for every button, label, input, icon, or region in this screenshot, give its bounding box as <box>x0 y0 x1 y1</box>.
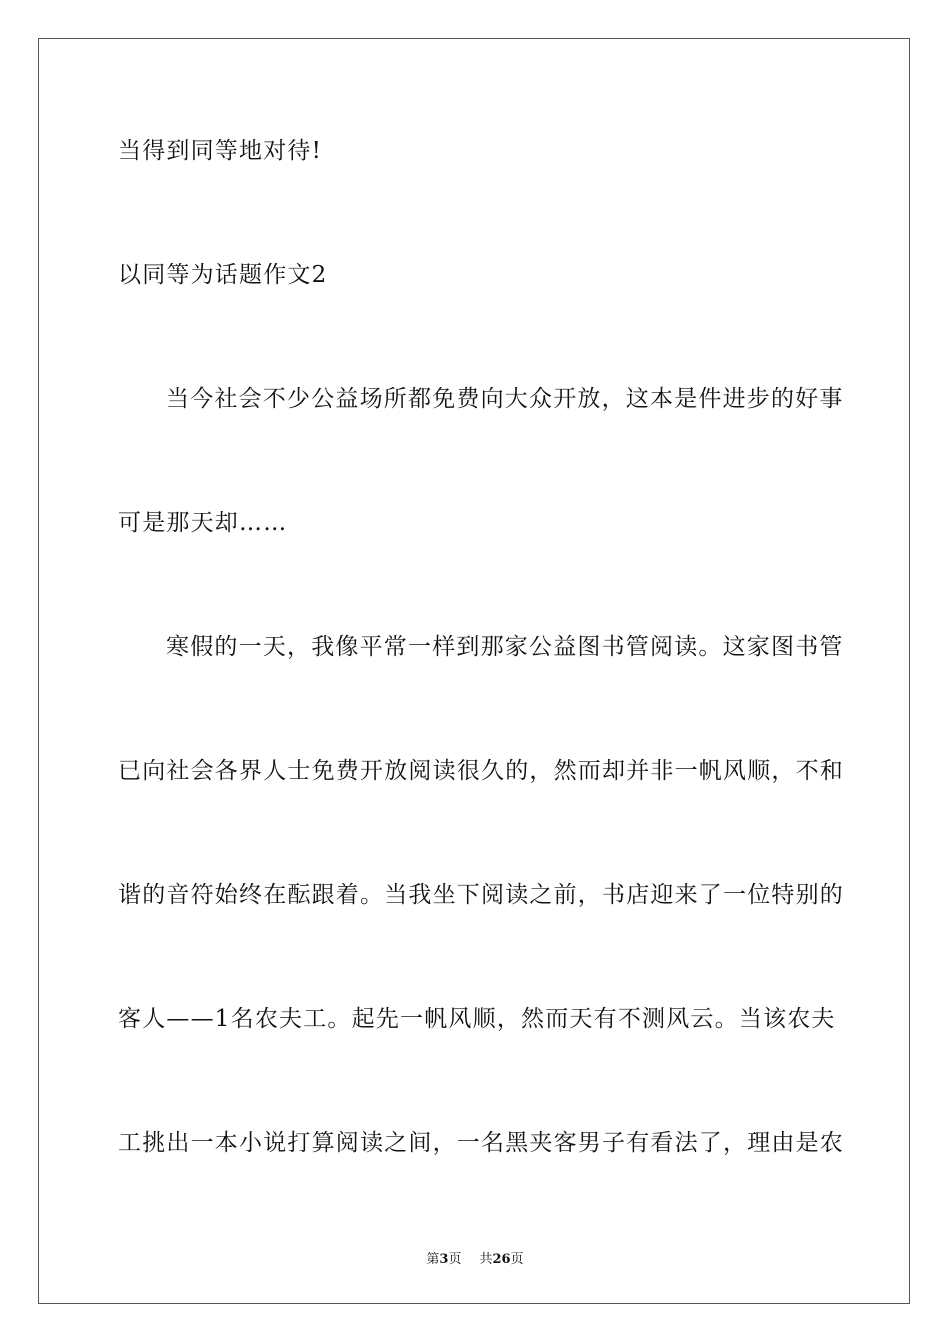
page-footer <box>0 1248 950 1267</box>
page-border <box>38 38 910 1304</box>
page-suffix: 页 <box>448 1252 462 1267</box>
text-line-9: 工挑出一本小说打算阅读之间，一名黑夹客男子有看法了，理由是农 <box>118 1130 844 1156</box>
text-line-7: 谐的音符始终在酝跟着。当我坐下阅读之前，书店迎来了一位特别的 <box>118 882 844 908</box>
text-line-6: 已向社会各界人士免费开放阅读很久的，然而却并非一帆风顺，不和 <box>118 758 844 784</box>
page-current: 3 <box>439 1252 449 1267</box>
text-line-4: 可是那天却…… <box>118 510 288 536</box>
text-line-8: 客人——1名农夫工。起先一帆风顺，然而天有不测风云。当该农夫 <box>118 1006 836 1032</box>
page-total: 26 <box>492 1252 511 1267</box>
text-line-3: 当今社会不少公益场所都免费向大众开放，这本是件进步的好事 <box>166 386 844 412</box>
page-prefix: 第 <box>426 1252 440 1267</box>
text-line-1: 当得到同等地对待! <box>118 138 323 164</box>
total-suffix: 页 <box>510 1252 524 1267</box>
text-line-5: 寒假的一天，我像平常一样到那家公益图书管阅读。这家图书管 <box>166 634 844 660</box>
total-prefix: 共 <box>479 1252 493 1267</box>
section-heading: 以同等为话题作文2 <box>118 262 328 288</box>
